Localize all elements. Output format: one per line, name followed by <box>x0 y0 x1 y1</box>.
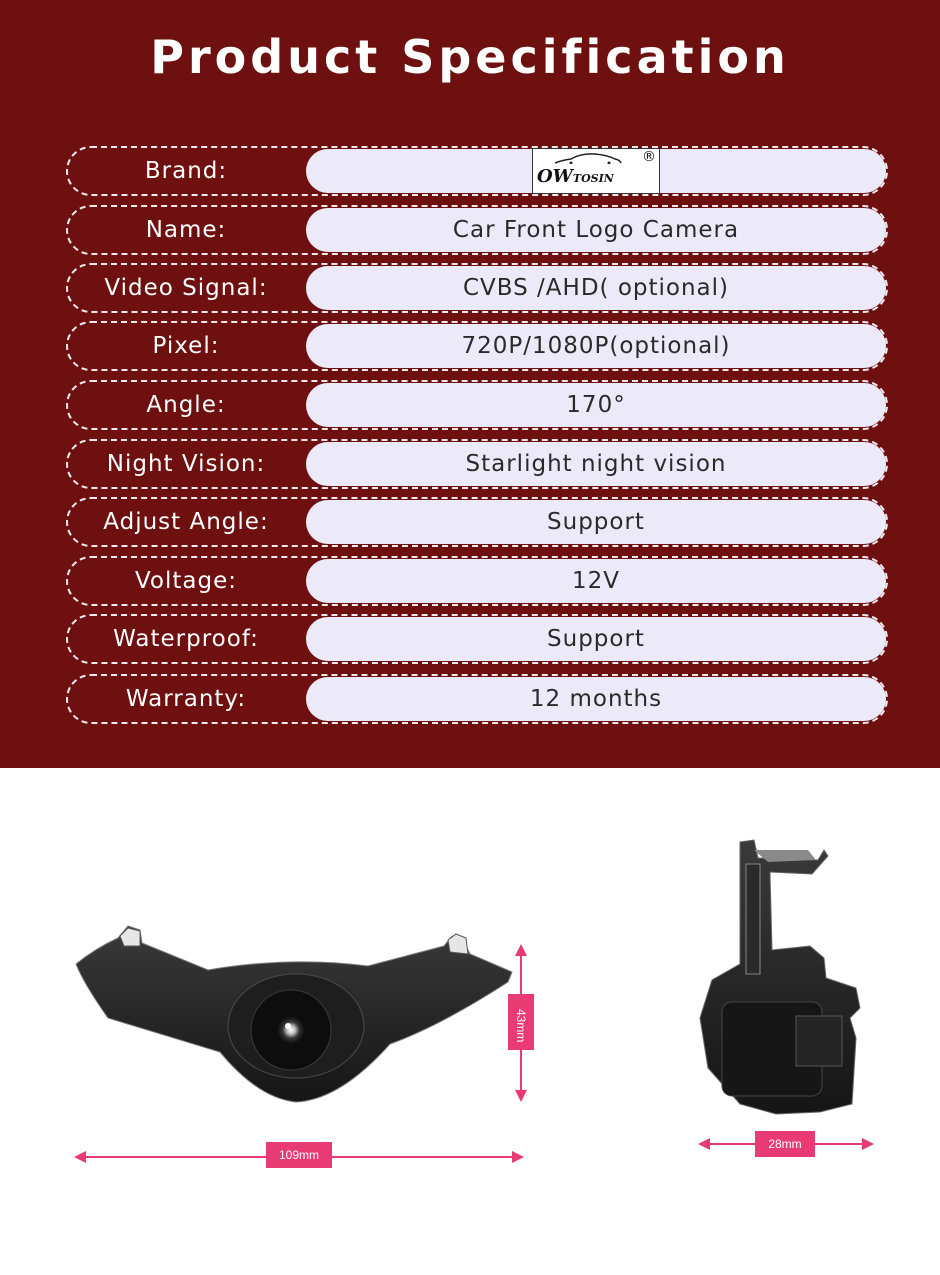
spec-row-name <box>66 205 888 255</box>
spec-value: 12 months <box>529 686 663 712</box>
spec-label: Brand: <box>144 158 228 184</box>
page-title: Product Specification <box>150 30 790 84</box>
logo-sub-text: TOSIN <box>572 172 614 185</box>
height-label: 43mm <box>514 1009 528 1043</box>
spec-row-warranty <box>66 674 888 724</box>
spec-row-voltage <box>66 556 888 606</box>
depth-label: 28mm <box>755 1131 815 1157</box>
spec-label: Voltage: <box>134 568 238 594</box>
spec-row-night-vision <box>66 439 888 489</box>
registered-mark: ® <box>642 149 656 165</box>
spec-label: Adjust Angle: <box>103 509 269 535</box>
spec-label: Name: <box>145 217 227 243</box>
spec-row-video-signal <box>66 263 888 313</box>
spec-row-adjust-angle <box>66 497 888 547</box>
product-photos <box>0 768 940 1275</box>
spec-value: 720P/1080P(optional) <box>461 333 731 359</box>
spec-value: Support <box>547 626 645 652</box>
side-camera-image <box>700 840 860 1114</box>
spec-label: Night Vision: <box>106 451 266 477</box>
width-label: 109mm <box>266 1142 332 1168</box>
spec-label: Video Signal: <box>104 275 268 301</box>
spec-row-waterproof <box>66 614 888 664</box>
car-silhouette-icon <box>553 152 623 164</box>
front-camera-image <box>76 926 512 1102</box>
brand-logo <box>532 148 660 194</box>
height-label-box <box>508 994 534 1050</box>
logo-text <box>537 166 614 187</box>
spec-row-angle <box>66 380 888 430</box>
spec-label: Waterproof: <box>113 626 259 652</box>
spec-value: Car Front Logo Camera <box>452 217 740 243</box>
spec-row-brand <box>66 146 888 196</box>
spec-value: 170° <box>566 392 626 418</box>
spec-label: Angle: <box>146 392 226 418</box>
spec-value: 12V <box>571 568 620 594</box>
logo-main-text: OW <box>537 166 573 187</box>
spec-value: Support <box>547 509 645 535</box>
spec-value: CVBS /AHD( optional) <box>462 275 730 301</box>
spec-value: Starlight night vision <box>465 451 727 477</box>
spec-label: Warranty: <box>125 686 247 712</box>
spec-label: Pixel: <box>152 333 220 359</box>
spec-row-pixel <box>66 321 888 371</box>
